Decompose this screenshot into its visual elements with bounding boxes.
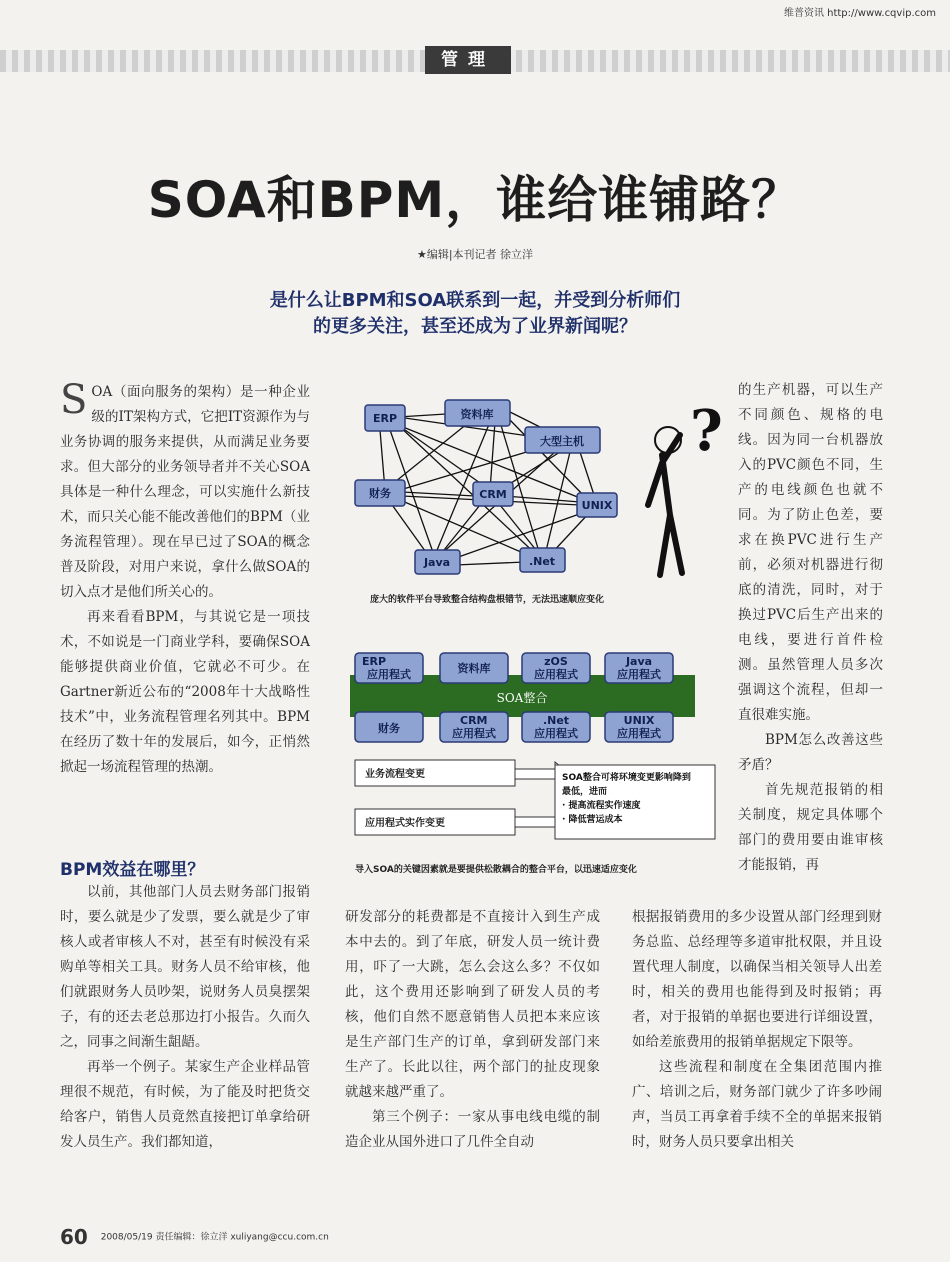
change-flow-diagram (350, 757, 720, 842)
soa-top-database (440, 653, 508, 683)
paragraph: 这些流程和制度在全集团范围内推广、培训之后，财务部门就少了许多吵闹声，当员工再拿着手续不全的单据来报销时，财务人员只要拿出相关 (632, 1059, 882, 1150)
section-tag: 管理 (425, 46, 511, 74)
soa-top-zos (522, 653, 590, 683)
svg-text:应用程式: 应用程式 (534, 727, 578, 740)
paragraph: 的生产机器，可以生产不同颜色、规格的电线。因为同一台机器放入的PVC颜色不同，生产的电线颜色也就不同。为了防止色差，要求在换PVC进行生产前，必须对机器进行彻底的清洗，同时，对于换过PVC后生产出来的电线，要进行首件检测。虽然管理人员多次强调这个流程，但却一直很难实施。 (738, 382, 883, 723)
column-2 (345, 905, 600, 1155)
soa-bottom-crm (440, 712, 508, 742)
svg-text:.Net: .Net (528, 555, 556, 568)
svg-text:应用程式: 应用程式 (617, 727, 661, 740)
svg-text:· 降低营运成本: · 降低营运成本 (562, 815, 623, 825)
paragraph: 第三个例子：一家从事电线电缆的制造企业从国外进口了几件全自动 (345, 1109, 600, 1150)
svg-text:ERP: ERP (362, 655, 387, 668)
svg-text:资料库: 资料库 (457, 662, 491, 675)
mesh-node-database (445, 400, 510, 426)
svg-text:财务: 财务 (378, 722, 400, 735)
deck-line: 的更多关注，甚至还成为了业界新闻呢？ (313, 316, 637, 337)
confused-figure-illustration (640, 395, 730, 585)
svg-text:· 提高流程实作速度: · 提高流程实作速度 (562, 801, 641, 811)
column-1-bottom (60, 880, 310, 1155)
diagram-caption: 庞大的软件平台导致整合结构盘根错节，无法迅速顺应变化 (370, 595, 605, 605)
svg-text:ERP: ERP (372, 412, 398, 425)
column-1 (60, 377, 310, 780)
diagram-caption: 导入SOA的关键因素就是要提供松散耦合的整合平台，以迅速适应变化 (355, 865, 637, 875)
drop-cap: S (60, 377, 88, 423)
soa-top-erp (355, 653, 423, 683)
svg-text:UNIX: UNIX (623, 714, 655, 727)
paragraph: 再举一个例子。某家生产企业样品管理很不规范，有时候，为了能及时把货交给客户，销售人员竟然直接把订单拿给研发人员生产。我们都知道， (60, 1059, 310, 1150)
svg-text:应用程式实作变更: 应用程式实作变更 (365, 818, 445, 829)
soa-band-label: SOA整合 (496, 691, 548, 705)
mesh-node-dotnet (520, 548, 565, 572)
deck (150, 288, 800, 340)
paragraph: SOA（面向服务的架构）是一种企业级的IT架构方式，它把IT资源作为与业务协调的服务来提供，从而满足业务要求。但大部分的业务领导者并不关心SOA具体是一种什么理念，可以实施什么新技术，而只关心能不能改善他们的BPM（业务流程管理）。现在早已过了SOA的概念普及阶段，对用户来说，拿什么做SOA的切入点才是他们所关心的。 (60, 377, 310, 600)
watermark: 维普资讯 http://www.cqvip.com (783, 8, 936, 19)
page-footer (60, 1225, 329, 1249)
column-4 (738, 378, 883, 878)
svg-text:应用程式: 应用程式 (367, 668, 411, 681)
svg-text:应用程式: 应用程式 (617, 668, 661, 681)
svg-text:最低，进而: 最低，进而 (562, 787, 608, 797)
page-number: 60 (60, 1225, 88, 1249)
paragraph: 再来看看BPM，与其说它是一项技术，不如说是一门商业学科，要确保SOA能够提供商业价值，它就必不可少。在Gartner新近公布的“2008年十大战略性技术”中，业务流程管理名列其中。BPM在经历了数十年的发展后，如今，正悄然掀起一场流程管理的热潮。 (60, 609, 310, 775)
paragraph: 以前，其他部门人员去财务部门报销时，要么就是少了发票，要么就是少了审核人或者审核人不对，甚至有时候没有采购单等相关工具。财务人员不给审核，他们就跟财务人员吵架，说财务人员臭摆架子，有的还去老总那边打小报告。久而久之，同事之间渐生龃龉。 (60, 884, 310, 1050)
soa-bottom-dotnet (522, 712, 590, 742)
svg-text:Java: Java (625, 655, 653, 668)
subheading: BPM效益在哪里？ (60, 860, 205, 880)
paragraph: 首先规范报销的相关制度，规定具体哪个部门的费用要由谁审核才能报销，再 (738, 782, 883, 873)
svg-text:.Net: .Net (542, 714, 570, 727)
mesh-node-erp (365, 405, 405, 431)
svg-text:Java: Java (423, 556, 451, 569)
paragraph: BPM怎么改善这些矛盾？ (738, 732, 883, 773)
mesh-node-finance (355, 480, 405, 506)
svg-text:大型主机: 大型主机 (540, 435, 584, 448)
deck-line: 是什么让BPM和SOA联系到一起，并受到分析师们 (269, 290, 681, 311)
svg-text:zOS: zOS (544, 655, 568, 668)
svg-text:SOA整合可将环境变更影响降到: SOA整合可将环境变更影响降到 (562, 773, 691, 783)
article-title: SOA和BPM，谁给谁铺路？ (147, 171, 803, 229)
soa-top-java (605, 653, 673, 683)
mesh-node-mainframe (525, 427, 600, 453)
paragraph: 研发部分的耗费都是不直接计入到生产成本中去的。到了年底，研发人员一统计费用，吓了一大跳，怎么会这么多？不仅如此，这个费用还影响到了研发人员的考核，他们自然不愿意销售人员把本来应该是生产部门生产的订单，拿到研发部门来生产了。长此以往，两个部门的扯皮现象就越来越严重了。 (345, 909, 600, 1100)
footer-text: 2008/05/19 责任编辑：徐立洋 xuliyang@ccu.com.cn (100, 1232, 329, 1243)
svg-text:UNIX: UNIX (581, 499, 613, 512)
svg-text:资料库: 资料库 (460, 408, 494, 421)
paragraph: 根据报销费用的多少设置从部门经理到财务总监、总经理等多道审批权限，并且设置代理人制度，以确保当相关领导人出差时，相关的费用也能得到及时报销；再者，对于报销的单据也要进行详细设置，如给差旅费用的报销单据规定下限等。 (632, 909, 882, 1050)
svg-text:财务: 财务 (369, 487, 391, 500)
mesh-diagram (340, 390, 640, 590)
svg-text:CRM: CRM (479, 488, 507, 501)
svg-text:应用程式: 应用程式 (452, 727, 496, 740)
svg-text:?: ? (690, 398, 723, 464)
mesh-node-java (415, 550, 460, 574)
soa-integration-diagram (350, 650, 695, 745)
column-3 (632, 905, 882, 1155)
svg-text:CRM: CRM (460, 714, 488, 727)
mesh-node-unix (577, 493, 617, 517)
byline: ★编辑|本刊记者 徐立洋 (416, 248, 534, 261)
svg-text:应用程式: 应用程式 (534, 668, 578, 681)
mesh-node-crm (473, 482, 513, 506)
soa-bottom-finance (355, 712, 423, 742)
soa-bottom-unix (605, 712, 673, 742)
svg-text:业务流程变更: 业务流程变更 (365, 769, 425, 780)
